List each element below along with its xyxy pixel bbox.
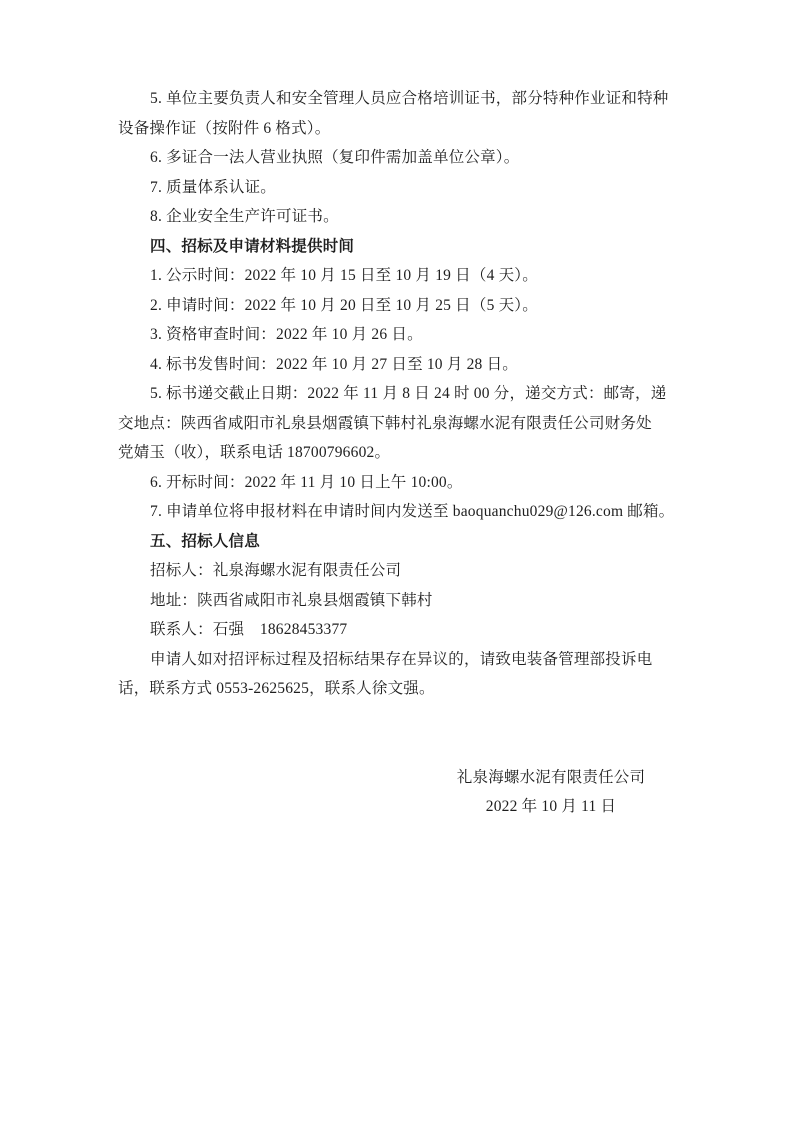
- requirement-item-8: 8. 企业安全生产许可证书。: [150, 208, 339, 225]
- requirement-item-5-continuation: 设备操作证（按附件 6 格式）。: [118, 119, 331, 137]
- requirement-item-5: 5. 单位主要负责人和安全管理人员应合格培训证书，部分特种作业证和特种: [150, 90, 669, 107]
- schedule-item-5-submission-deadline: 5. 标书递交截止日期：2022 年 11 月 8 日 24 时 00 分，递交方式：邮寄，递: [150, 385, 667, 402]
- tenderer-address-line: 地址：陕西省咸阳市礼泉县烟霞镇下韩村: [150, 591, 433, 609]
- section-heading-four-bidding-material-time: 四、招标及申请材料提供时间: [150, 237, 355, 255]
- schedule-item-2-application-time: 2. 申请时间：2022 年 10 月 20 日至 10 月 25 日（5 天）。: [150, 296, 538, 314]
- schedule-item-6-bid-opening-time: 6. 开标时间：2022 年 11 月 10 日上午 10:00。: [150, 473, 463, 491]
- schedule-item-5-continuation-contact: 党婧玉（收），联系电话 18700796602。: [118, 444, 391, 461]
- signature-company: 礼泉海螺水泥有限责任公司: [456, 768, 646, 786]
- signature-date: 2022 年 10 月 11 日: [485, 798, 617, 815]
- requirement-item-7: 7. 质量体系认证。: [150, 178, 277, 196]
- signature-block: [421, 763, 681, 822]
- tenderer-name-line: 招标人：礼泉海螺水泥有限责任公司: [150, 562, 402, 579]
- schedule-item-5-continuation-address: 交地点：陕西省咸阳市礼泉县烟霞镇下韩村礼泉海螺水泥有限责任公司财务处: [118, 414, 652, 432]
- complaint-notice-continuation: 话，联系方式 0553-2625625，联系人徐文强。: [118, 680, 435, 697]
- document-body: [118, 84, 675, 704]
- requirement-item-6: 6. 多证合一法人营业执照（复印件需加盖单位公章）。: [150, 149, 520, 166]
- schedule-item-4-bid-document-sale-time: 4. 标书发售时间：2022 年 10 月 27 日至 10 月 28 日。: [150, 355, 518, 373]
- tenderer-contact-line: 联系人：石强 18628453377: [150, 621, 348, 638]
- complaint-notice-line: 申请人如对招评标过程及招标结果存在异议的，请致电装备管理部投诉电: [150, 650, 653, 668]
- schedule-item-1-publicity-time: 1. 公示时间：2022 年 10 月 15 日至 10 月 19 日（4 天）。: [150, 267, 538, 284]
- schedule-item-7-email-submission: 7. 申请单位将申报材料在申请时间内发送至 baoquanchu029@126.com 邮箱。: [150, 503, 675, 520]
- schedule-item-3-qualification-review-time: 3. 资格审查时间：2022 年 10 月 26 日。: [150, 326, 423, 343]
- section-heading-five-tenderer-info: 五、招标人信息: [150, 532, 260, 550]
